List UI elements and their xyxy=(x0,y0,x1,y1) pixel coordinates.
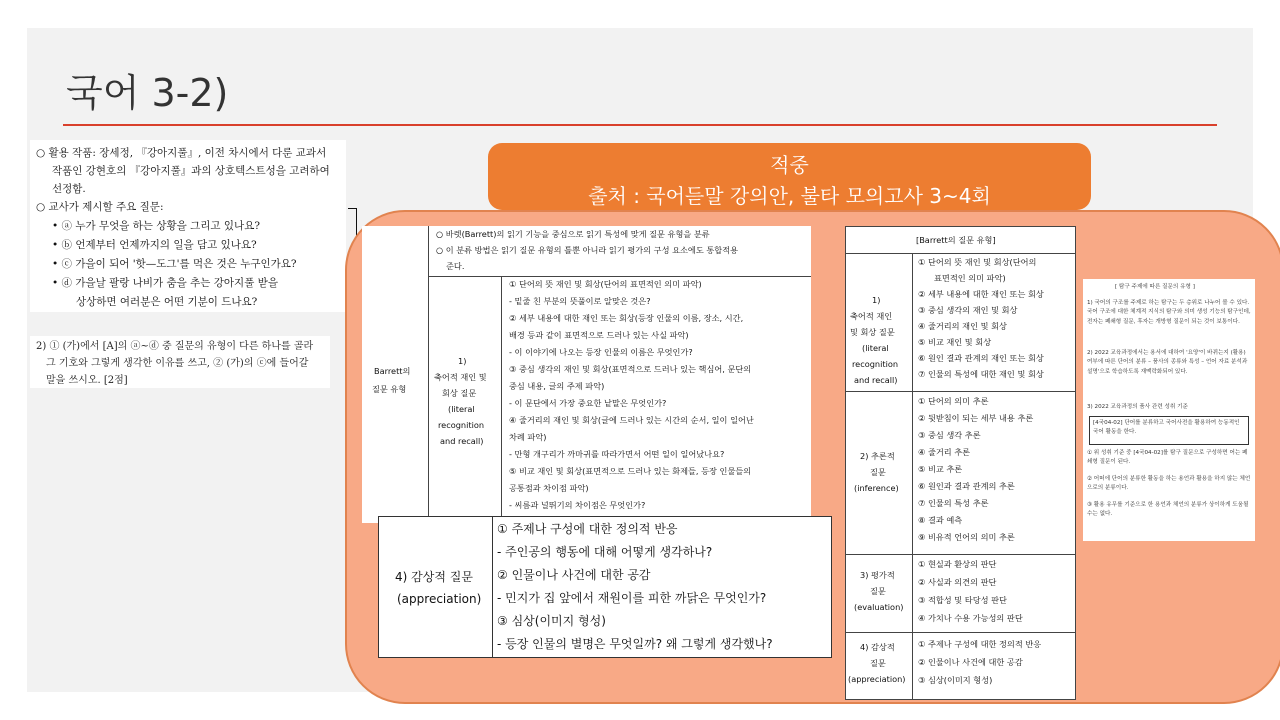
cell-text: ② 사실과 의견의 판단 xyxy=(918,577,997,587)
cell-text: 표면적인 의미 파악) xyxy=(934,273,1006,283)
cell-text: ④ 줄거리의 재인 및 회상(글에 드러나 있는 시간의 순서, 일이 일어난 xyxy=(509,415,754,425)
table-header: [Barrett의 질문 유형] xyxy=(916,235,996,245)
cell-text: ① 현실과 환상의 판단 xyxy=(918,559,997,569)
cell-text: - 이 이야기에 나오는 등장 인물의 이름은 무엇인가? xyxy=(509,347,693,357)
question-2 xyxy=(30,336,330,388)
cell-text: recognition xyxy=(438,420,485,430)
cell-text: ⑤ 비교 추론 xyxy=(918,464,963,474)
cell-text: - 등장 인물의 별명은 무엇일까? 왜 그렇게 생각했나? xyxy=(497,637,773,651)
appreciation-table xyxy=(378,516,832,658)
banner-title: 적중 xyxy=(770,153,809,177)
passage-line: ○ 활용 작품: 장세정, 『강아지풀』, 이전 차시에서 다룬 교과서 xyxy=(36,147,327,159)
cell-text: ② 인물이나 사건에 대한 공감 xyxy=(918,657,1023,667)
table-category xyxy=(846,391,913,554)
cell-text: - 씨름과 널뛰기의 차이점은 무엇인가? xyxy=(509,500,646,510)
cell-text: - 만형 개구리가 까마귀를 따라가면서 어떤 일이 일어났나요? xyxy=(509,449,725,459)
cell-text: ○ 이 분류 방법은 읽기 질문 유형의 틀뿐 아니라 읽기 평가의 구성 요소에도 통합적용 xyxy=(436,245,738,255)
notes-title: [ 탐구 주제에 따른 질문의 유형 ] xyxy=(1115,284,1195,290)
achievement-standard-box xyxy=(1089,416,1249,445)
cell-text: 차례 파악) xyxy=(509,432,547,442)
cell-text: ⑤ 비교 재인 및 회상 xyxy=(918,337,992,347)
cell-text: - 주인공의 행동에 대해 어떻게 생각하나? xyxy=(497,545,713,559)
cell-text: ③ 심상(이미지 형성) xyxy=(918,675,993,685)
cell-text: - 민지가 집 앞에서 재원이를 피한 까닭은 무엇인가? xyxy=(497,591,767,605)
cell-text: ② 세부 내용에 대한 재인 또는 회상(등장 인물의 이름, 장소, 시간, xyxy=(509,313,744,323)
cell-text: ③ 중심 생각의 재인 및 회상(표면적으로 드러나 있는 핵심어, 문단의 xyxy=(509,364,752,374)
passage-line: • ⓓ 가을날 팔랑 나비가 춤을 추는 강아지풀 받을 xyxy=(52,277,278,289)
cell-text: ⑤ 비교 재인 및 회상(표면적으로 드러나 있는 화제들, 등장 인물들의 xyxy=(509,466,752,476)
notes-paragraph: ③ 활용 유무를 기준으로 한 용언과 체언의 분류가 상이하게 도움될 수는 없다. xyxy=(1087,502,1249,518)
cell-text: ⑦ 인물의 특성에 대한 재인 및 회상 xyxy=(918,369,1044,379)
cell-text: (appreciation) xyxy=(848,674,906,684)
cell-text: ④ 가치나 수용 가능성의 판단 xyxy=(918,613,1023,623)
cell-text: - 밑줄 친 부분의 뜻풀이로 알맞은 것은? xyxy=(509,296,651,306)
barrett-table-detail xyxy=(362,226,811,523)
table-category xyxy=(428,276,502,523)
table-category xyxy=(846,632,913,699)
cell-text: ⑨ 비유적 언어의 의미 추론 xyxy=(918,532,1015,542)
notes-paragraph: 1) 국어의 구조를 주제로 하는 탐구는 두 층위로 나누어 볼 수 있다. 국어 구조에 대한 체계적 지식의 탐구와 의미 생성 기능의 탐구인데, 전자는 폐쇄형 질문, 후자는 개방형 질문이 되는 것이 보통이다. xyxy=(1087,300,1251,325)
cell-text: ⑦ 인물의 특성 추론 xyxy=(918,498,989,508)
cell-text: - 이 문단에서 가장 중요한 낱말은 무엇인가? xyxy=(509,398,667,408)
notes-paragraph: ① 위 성취 기준 중 [4국04-02]를 탐구 질문으로 구성하면 어는 폐쇄형 질문이 된다. xyxy=(1087,450,1248,466)
cell-text: (evaluation) xyxy=(854,602,904,612)
cell-text: ④ 줄거리의 재인 및 회상 xyxy=(918,321,1007,331)
barrett-table-summary xyxy=(845,226,1076,700)
notes-paragraph: 3) 2022 교육과정의 품사 관련 성취 기준 xyxy=(1087,404,1188,410)
source-banner xyxy=(488,143,1091,210)
cell-text: and recall) xyxy=(440,436,484,446)
passage-line: 작품인 강현호의 『강아지풀』과의 상호텍스트성을 고려하여 xyxy=(52,165,330,177)
question-line: 말을 쓰시오. [2점] xyxy=(46,375,128,386)
cell-text: ○ 바렛(Barrett)의 읽기 기능을 중심으로 읽기 특성에 맞게 질문 유형을 분류 xyxy=(436,229,710,239)
cell-text: 4) 감상적 질문 xyxy=(395,570,473,584)
notes-paragraph: ② 어떠에 단어의 분류한 활동을 하는 용언과 활용을 하지 않는 체언으로의 분류이다. xyxy=(1087,476,1251,492)
cell-text: Barrett의 xyxy=(374,366,411,376)
cell-text: ④ 줄거리 추론 xyxy=(918,447,971,457)
table-category xyxy=(846,554,913,632)
cell-text: 질문 유형 xyxy=(372,384,407,394)
slide-title: 국어 3-2) xyxy=(66,71,229,115)
passage-line: • ⓑ 언제부터 언제까지의 일을 담고 있나요? xyxy=(52,239,257,251)
cell-text: and recall) xyxy=(854,375,898,385)
cell-text: ③ 중심 생각 추론 xyxy=(918,430,981,440)
cell-text: ① 단어의 뜻 재인 및 회상(단어의 xyxy=(918,257,1037,267)
cell-text: ① 단어의 의미 추론 xyxy=(918,396,989,406)
question-line: 2) ① (가)에서 [A]의 ⓐ~ⓓ 중 질문의 유형이 다른 하나를 골라 xyxy=(36,341,314,352)
cell-text: (literal xyxy=(862,343,889,353)
cell-text: 질문 xyxy=(870,586,886,596)
cell-text: 회상 질문 xyxy=(442,388,477,398)
cell-text: 공통점과 차이점 파악) xyxy=(509,483,589,493)
passage-line: • ⓐ 누가 무엇을 하는 상황을 그리고 있나요? xyxy=(52,220,260,232)
cell-text: ② 세부 내용에 대한 재인 또는 회상 xyxy=(918,289,1044,299)
cell-text: ① 주제나 구성에 대한 정의적 반응 xyxy=(918,639,1042,649)
passage-line: • ⓒ 가을이 되어 '핫—도그'를 먹은 것은 누구인가요? xyxy=(52,258,297,270)
inquiry-question-notes xyxy=(1083,279,1255,541)
cell-text: 및 회상 질문 xyxy=(850,327,895,337)
cell-text: 축어적 재인 xyxy=(850,311,893,321)
cell-text: 3) 평가적 xyxy=(860,570,895,580)
cell-text: (inference) xyxy=(854,483,899,493)
passage-line: 상상하면 여러분은 어떤 기분이 드나요? xyxy=(76,296,258,308)
cell-text: 준다. xyxy=(446,261,465,271)
cell-text: (appreciation) xyxy=(397,592,482,606)
cell-text: 2) 추론적 xyxy=(860,451,895,461)
cell-text: ⑥ 원인과 결과 관계의 추론 xyxy=(918,481,1015,491)
cell-text: ③ 적합성 및 타당성 판단 xyxy=(918,595,1007,605)
cell-text: ② 뒷받침이 되는 세부 내용 추론 xyxy=(918,413,1034,423)
cell-text: 배경 등과 같이 표면적으로 드러나 있는 사실 파악) xyxy=(509,330,689,340)
notes-paragraph: 2) 2022 교육과정에서는 용서에 대하여 '요양'이 바뀌는지 (활용) 여부에 따른 단어의 분류 – 품사의 종류와 특성 – 언어 자료 분석과 설명'으로 학습하도록 재맥락화되어 있다. xyxy=(1087,350,1248,375)
cell-text: ① 주제나 구성에 대한 정의적 반응 xyxy=(497,522,678,536)
table-category xyxy=(379,517,493,657)
banner-source: 출처 : 국어듣말 강의안, 불타 모의고사 3~4회 xyxy=(588,184,991,208)
table-category xyxy=(846,253,913,391)
table-left-header xyxy=(362,226,429,523)
cell-text: ⑧ 결과 예측 xyxy=(918,515,963,525)
exam-passage xyxy=(30,140,346,312)
cell-text: 질문 xyxy=(870,658,886,668)
cell-text: ⑥ 원인 결과 관계의 재인 또는 회상 xyxy=(918,353,1044,363)
cell-text: (literal xyxy=(448,404,475,414)
table-intro xyxy=(428,226,811,277)
passage-line: 선정함. xyxy=(52,183,86,195)
cell-text: 4) 감상적 xyxy=(860,642,895,652)
cell-text: 질문 xyxy=(870,467,886,477)
cell-text: ③ 중심 생각의 재인 및 회상 xyxy=(918,305,1018,315)
question-line: 그 기호와 그렇게 생각한 이유를 쓰고, ② (가)의 ⓒ에 들어갈 xyxy=(46,358,309,369)
cell-text: 1) xyxy=(458,356,467,366)
cell-text: recognition xyxy=(852,359,899,369)
cell-text: 1) xyxy=(872,295,881,305)
cell-text: 축어적 재인 및 xyxy=(434,372,487,382)
cell-text: ① 단어의 뜻 재인 및 회상(단어의 표면적인 의미 파악) xyxy=(509,279,702,289)
cell-text: 중심 내용, 글의 주제 파악) xyxy=(509,381,605,391)
passage-line: ○ 교사가 제시할 주요 질문: xyxy=(36,201,164,213)
notes-paragraph: [4국04-02] 단어를 분류하고 국어사전을 활용하여 능동적인 국어 활동을 한다. xyxy=(1093,420,1240,436)
cell-text: ③ 심상(이미지 형성) xyxy=(497,614,606,628)
cell-text: ② 인물이나 사건에 대한 공감 xyxy=(497,568,651,582)
title-divider xyxy=(63,124,1217,126)
